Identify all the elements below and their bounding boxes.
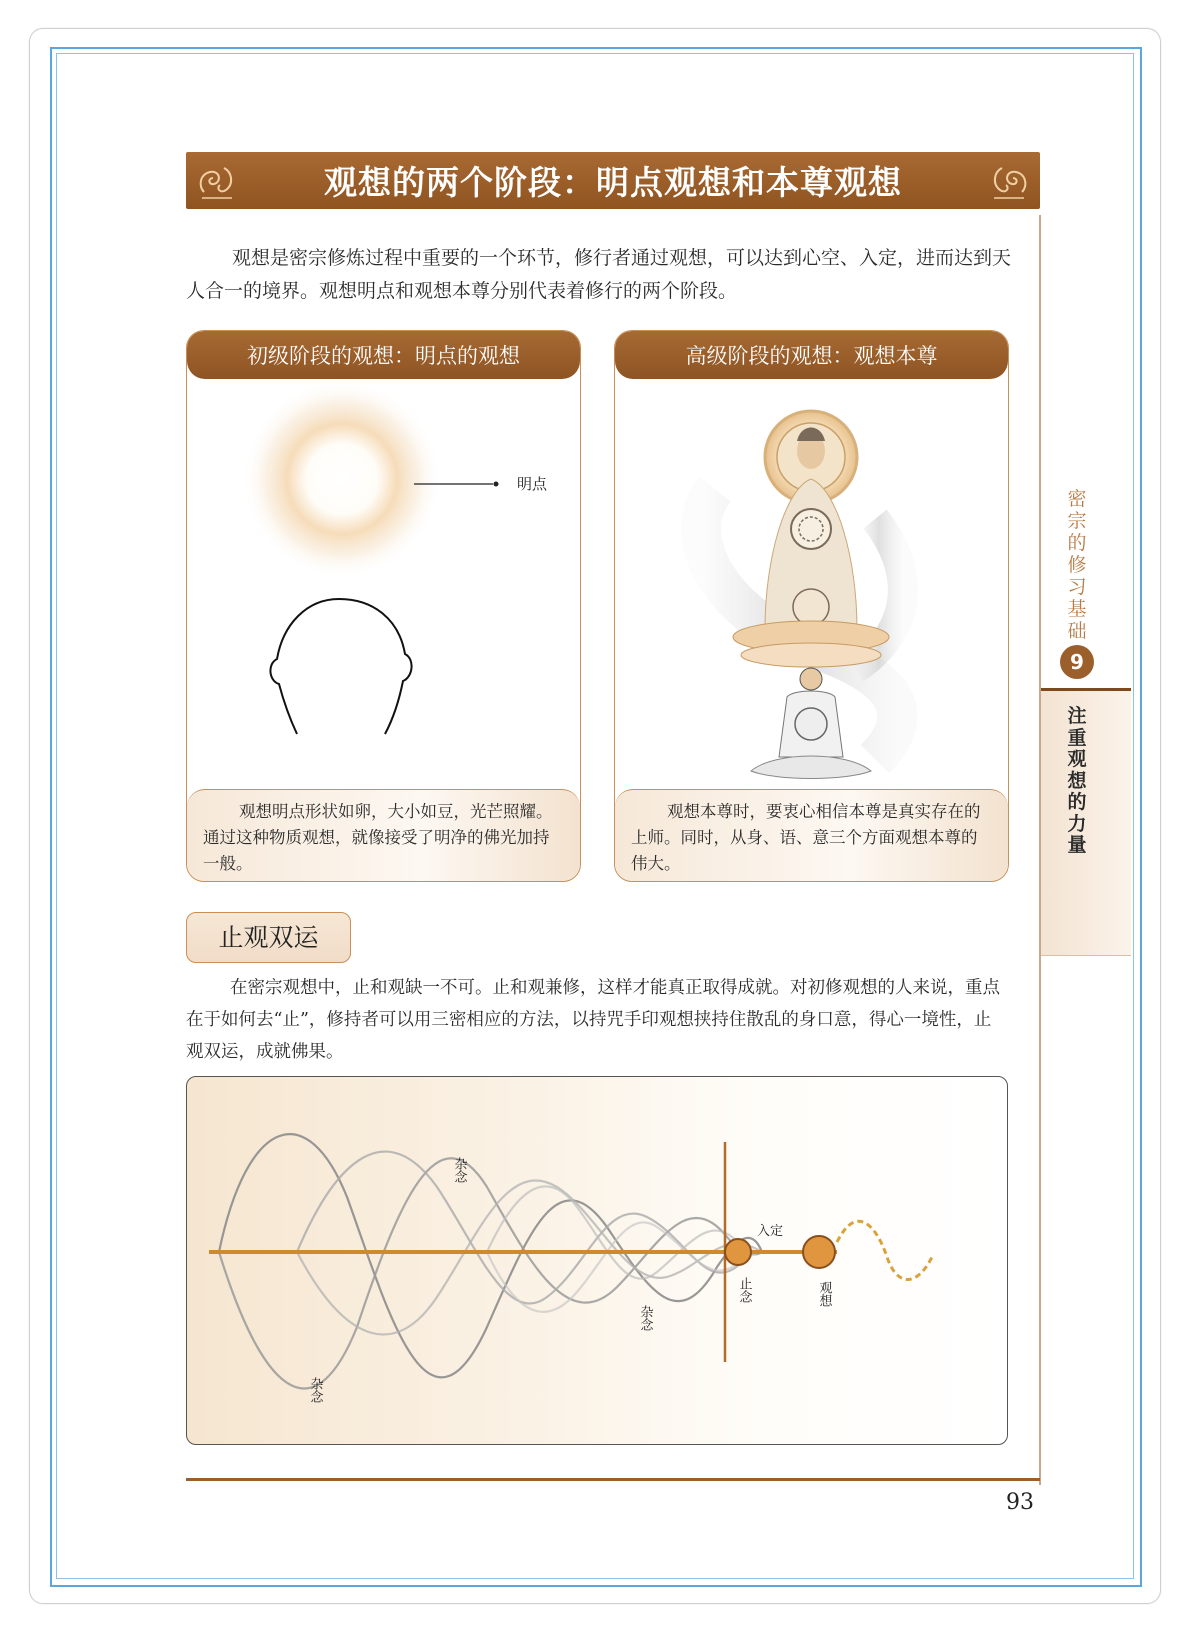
head-outline-icon (270, 599, 411, 734)
zhiguan-diagram (186, 1076, 1008, 1445)
scroll-ornament-icon (194, 158, 240, 204)
wave-curve (219, 1134, 762, 1377)
stage-panel-beginner (186, 330, 581, 882)
deity-illustration (615, 379, 1008, 789)
label-guanxiang: 观想 (816, 1281, 832, 1307)
guanxiang-node (803, 1236, 835, 1268)
section-heading: 止观双运 (186, 912, 351, 963)
page-title-bar (186, 152, 1040, 209)
chapter-title: 密宗的修习基础 (1067, 488, 1087, 642)
meditation-wave (837, 1221, 932, 1279)
panel-header: 高级阶段的观想：观想本尊 (615, 331, 1008, 379)
page-title: 观想的两个阶段：明点观想和本尊观想 (324, 163, 902, 202)
caption-text: 观想本尊时，要衷心相信本尊是真实存在的上师。同时，从身、语、意三个方面观想本尊的伟大。 (631, 802, 981, 873)
wave-curve (487, 1222, 762, 1311)
section-title: 注重观想的力量 (1067, 705, 1087, 856)
bindu-label: 明点 (517, 475, 548, 493)
scroll-ornament-icon (986, 158, 1032, 204)
label-ruding: 入定 (757, 1224, 784, 1239)
intro-paragraph (186, 242, 1011, 308)
label-zanian-mid: 杂念 (637, 1305, 653, 1331)
panel-caption (615, 789, 1008, 881)
wave-curve (297, 1152, 762, 1304)
label-zhinian: 止念 (736, 1277, 752, 1303)
stage-panel-advanced (614, 330, 1009, 882)
bindu-label-layer (187, 331, 580, 531)
panel-caption (187, 789, 580, 881)
chapter-number-badge: 9 (1060, 645, 1094, 679)
label-zanian-bottom: 杂念 (307, 1377, 323, 1403)
label-zanian-top: 杂念 (451, 1157, 467, 1183)
page-number: 93 (1006, 1490, 1034, 1515)
zhiguan-paragraph (186, 972, 1008, 1068)
zhinian-node (725, 1239, 751, 1265)
zhiguan-text: 在密宗观想中，止和观缺一不可。止和观兼修，这样才能真正取得成就。对初修观想的人来说，重点在于如何去“止”，修持者可以用三密相应的方法，以持咒手印观想挟持住散乱的身口意，得心一境性，止观双运，成就佛果。 (186, 978, 1000, 1062)
intro-text: 观想是密宗修炼过程中重要的一个环节，修行者通过观想，可以达到心空、入定，进而达到天人合一的境界。观想明点和观想本尊分别代表着修行的两个阶段。 (186, 247, 1012, 302)
panel-header: 初级阶段的观想：明点的观想 (187, 331, 580, 379)
waves-diagram (187, 1077, 1007, 1444)
bottom-divider (186, 1478, 1040, 1481)
caption-text: 观想明点形状如卵，大小如豆，光芒照耀。通过这种物质观想，就像接受了明净的佛光加持一般。 (203, 802, 553, 873)
